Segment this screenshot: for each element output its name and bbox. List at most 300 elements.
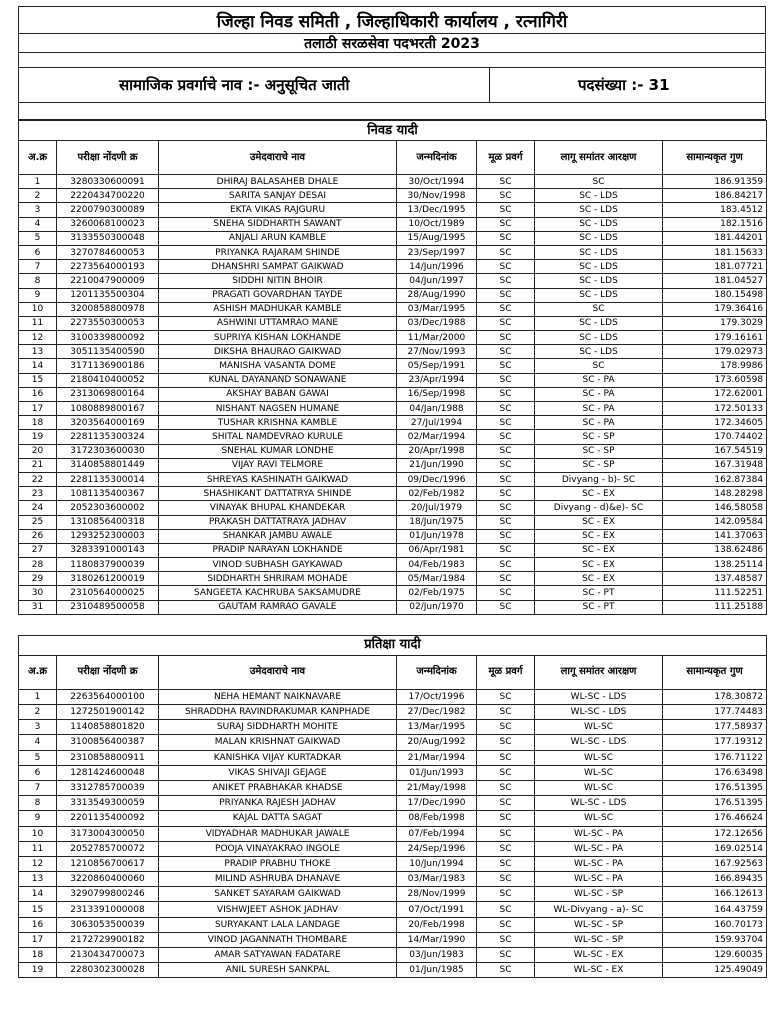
normalized-score-cell: 172.12656	[663, 826, 767, 841]
category-cell: SC	[477, 948, 535, 963]
birth-date-cell: 23/Sep/1997	[397, 245, 477, 259]
birth-date-cell: 03/Mar/1983	[397, 872, 477, 887]
table-row	[19, 963, 767, 978]
serial-cell: 13	[19, 345, 57, 359]
reservation-cell: SC - LDS	[535, 245, 663, 259]
reservation-cell: SC - LDS	[535, 345, 663, 359]
exam-reg-no-cell: 3220860400060	[57, 872, 159, 887]
normalized-score-cell: 138.25114	[663, 558, 767, 572]
category-cell: SC	[477, 203, 535, 217]
exam-reg-no-cell: 2281135300324	[57, 430, 159, 444]
birth-date-cell: 03/Mar/1995	[397, 302, 477, 316]
reservation-cell: WL-SC - EX	[535, 948, 663, 963]
birth-date-cell: 21/Jun/1990	[397, 458, 477, 472]
category-cell: SC	[477, 689, 535, 704]
birth-date-cell: 07/Feb/1994	[397, 826, 477, 841]
exam-reg-no-cell: 2052303600002	[57, 501, 159, 515]
category-cell: SC	[477, 902, 535, 917]
candidate-name-cell: SIDDHARTH SHRIRAM MOHADE	[159, 572, 397, 586]
birth-date-cell: 10/Oct/1989	[397, 217, 477, 231]
table-row	[19, 872, 767, 887]
table-row	[19, 841, 767, 856]
reservation-cell: SC - EX	[535, 515, 663, 529]
category-cell: SC	[477, 841, 535, 856]
serial-cell: 18	[19, 416, 57, 430]
table-row	[19, 826, 767, 841]
category-cell: SC	[477, 515, 535, 529]
exam-reg-no-cell: 3312785700039	[57, 780, 159, 795]
table-row	[19, 902, 767, 917]
table-row	[19, 331, 767, 345]
normalized-score-cell: 180.15498	[663, 288, 767, 302]
category-cell: SC	[477, 720, 535, 735]
category-cell: SC	[477, 345, 535, 359]
category-cell: SC	[477, 600, 535, 614]
category-cell: SC	[477, 780, 535, 795]
serial-cell: 24	[19, 501, 57, 515]
exam-reg-no-cell: 1201135500304	[57, 288, 159, 302]
category-cell: SC	[477, 373, 535, 387]
category-cell: SC	[477, 444, 535, 458]
table-row	[19, 720, 767, 735]
birth-date-header: जन्मदिनांक	[397, 141, 477, 175]
serial-cell: 9	[19, 811, 57, 826]
exam-reg-no-cell: 2172729900182	[57, 932, 159, 947]
serial-cell: 31	[19, 600, 57, 614]
serial-cell: 27	[19, 543, 57, 557]
exam-reg-no-cell: 1080889800167	[57, 402, 159, 416]
normalized-score-cell: 173.60598	[663, 373, 767, 387]
table-row	[19, 217, 767, 231]
reservation-cell: SC - PA	[535, 373, 663, 387]
reservation-cell: SC - LDS	[535, 189, 663, 203]
normalized-score-cell: 167.92563	[663, 856, 767, 871]
exam-reg-no-cell: 2273550300053	[57, 316, 159, 330]
table-row	[19, 231, 767, 245]
waiting-list-title: प्रतिक्षा यादी	[19, 635, 767, 655]
reservation-cell: WL-SC - EX	[535, 963, 663, 978]
table-row	[19, 359, 767, 373]
normalized-score-cell: 183.4512	[663, 203, 767, 217]
birth-date-cell: 24/Sep/1996	[397, 841, 477, 856]
candidate-name-cell: VIDYADHAR MADHUKAR JAWALE	[159, 826, 397, 841]
reservation-cell: SC - SP	[535, 458, 663, 472]
birth-date-cell: 13/Mar/1995	[397, 720, 477, 735]
normalized-score-cell: 167.31948	[663, 458, 767, 472]
normalized-score-cell: 148.28298	[663, 487, 767, 501]
serial-cell: 25	[19, 515, 57, 529]
serial-cell: 19	[19, 430, 57, 444]
candidate-name-cell: PRADIP NARAYAN LOKHANDE	[159, 543, 397, 557]
candidate-name-cell: PRAKASH DATTATRAYA JADHAV	[159, 515, 397, 529]
normalized-score-cell: 111.25188	[663, 600, 767, 614]
exam-reg-no-cell: 2281135300014	[57, 472, 159, 486]
reservation-cell: Divyang - d)&e)- SC	[535, 501, 663, 515]
reservation-cell: SC - EX	[535, 487, 663, 501]
normalized-score-cell: 179.36416	[663, 302, 767, 316]
serial-cell: 5	[19, 750, 57, 765]
reservation-cell: SC - EX	[535, 529, 663, 543]
exam-reg-no-cell: 3203564000169	[57, 416, 159, 430]
candidate-name-cell: VIKAS SHIVAJI GEJAGE	[159, 765, 397, 780]
category-cell: SC	[477, 175, 535, 189]
birth-date-cell: 15/Aug/1995	[397, 231, 477, 245]
reservation-cell: WL-SC - SP	[535, 917, 663, 932]
normalized-score-cell: 141.37063	[663, 529, 767, 543]
selection-list-title: निवड यादी	[19, 121, 767, 141]
exam-reg-no-cell: 1272501900142	[57, 705, 159, 720]
table-row	[19, 175, 767, 189]
reservation-cell: SC - EX	[535, 558, 663, 572]
candidate-name-cell: NISHANT NAGSEN HUMANE	[159, 402, 397, 416]
candidate-name-cell: EKTA VIKAS RAJGURU	[159, 203, 397, 217]
birth-date-cell: 17/Oct/1996	[397, 689, 477, 704]
reservation-cell: Divyang - b)- SC	[535, 472, 663, 486]
candidate-name-cell: PRADIP PRABHU THOKE	[159, 856, 397, 871]
birth-date-cell: 17/Dec/1990	[397, 796, 477, 811]
candidate-name-cell: VINAYAK BHUPAL KHANDEKAR	[159, 501, 397, 515]
table-row	[19, 444, 767, 458]
reservation-cell: SC	[535, 175, 663, 189]
category-cell: SC	[477, 260, 535, 274]
exam-reg-no-cell: 3290799800246	[57, 887, 159, 902]
candidate-name-cell: SNEHA SIDDHARTH SAWANT	[159, 217, 397, 231]
exam-reg-no-cell: 3200858800978	[57, 302, 159, 316]
candidate-name-cell: POOJA VINAYAKRAO INGOLE	[159, 841, 397, 856]
exam-reg-no-cell: 2273564000193	[57, 260, 159, 274]
birth-date-cell: 02/Feb/1975	[397, 586, 477, 600]
table-row	[19, 274, 767, 288]
reservation-cell: WL-SC	[535, 811, 663, 826]
normalized-score-cell: 181.15633	[663, 245, 767, 259]
candidate-name-cell: SARITA SANJAY DESAI	[159, 189, 397, 203]
exam-reg-no-header: परीक्षा नोंदणी क्र	[57, 655, 159, 689]
serial-cell: 14	[19, 887, 57, 902]
serial-cell: 4	[19, 735, 57, 750]
birth-date-cell: 27/Dec/1982	[397, 705, 477, 720]
waiting-table	[18, 635, 767, 979]
birth-date-cell: 18/Jun/1975	[397, 515, 477, 529]
spacer-row	[19, 53, 765, 68]
reservation-cell: SC - PT	[535, 586, 663, 600]
birth-date-cell: 01/Jun/1993	[397, 765, 477, 780]
table-row	[19, 735, 767, 750]
exam-reg-no-cell: 2310489500058	[57, 600, 159, 614]
serial-cell: 15	[19, 373, 57, 387]
birth-date-cell: 01/Jun/1978	[397, 529, 477, 543]
reservation-cell: SC - LDS	[535, 260, 663, 274]
birth-date-cell: 06/Apr/1981	[397, 543, 477, 557]
spacer-row	[19, 103, 765, 119]
table-row	[19, 689, 767, 704]
serial-cell: 29	[19, 572, 57, 586]
reservation-cell: WL-SC - PA	[535, 826, 663, 841]
serial-cell: 6	[19, 765, 57, 780]
table-row	[19, 387, 767, 401]
candidate-name-cell: SURAJ SIDDHARTH MOHITE	[159, 720, 397, 735]
table-row	[19, 416, 767, 430]
table-row	[19, 373, 767, 387]
reservation-cell: SC	[535, 302, 663, 316]
table-row	[19, 515, 767, 529]
normalized-score-cell: 179.02973	[663, 345, 767, 359]
exam-reg-no-cell: 1180837900039	[57, 558, 159, 572]
table-row	[19, 917, 767, 932]
birth-date-cell: 14/Jun/1996	[397, 260, 477, 274]
waiting-body	[19, 689, 767, 978]
exam-reg-no-cell: 2201135400092	[57, 811, 159, 826]
table-row	[19, 765, 767, 780]
reservation-cell: WL-SC - LDS	[535, 689, 663, 704]
normalized-score-cell: 142.09584	[663, 515, 767, 529]
birth-date-cell: 02/Feb/1982	[397, 487, 477, 501]
serial-header: अ.क्र	[19, 655, 57, 689]
birth-date-cell: 20/Jul/1979	[397, 501, 477, 515]
table-row	[19, 750, 767, 765]
normalized-score-cell: 176.63498	[663, 765, 767, 780]
candidate-name-cell: MALAN KRISHNAT GAIKWAD	[159, 735, 397, 750]
normalized-score-cell: 169.02514	[663, 841, 767, 856]
exam-reg-no-cell: 1293252300003	[57, 529, 159, 543]
serial-cell: 26	[19, 529, 57, 543]
birth-date-cell: 27/Nov/1993	[397, 345, 477, 359]
candidate-name-cell: SIDDHI NITIN BHOIR	[159, 274, 397, 288]
birth-date-cell: 30/Nov/1998	[397, 189, 477, 203]
table-row	[19, 302, 767, 316]
category-cell: SC	[477, 586, 535, 600]
candidate-name-cell: MANISHA VASANTA DOME	[159, 359, 397, 373]
exam-reg-no-cell: 2313391000008	[57, 902, 159, 917]
serial-cell: 30	[19, 586, 57, 600]
recruitment-title: तलाठी सरळसेवा पदभरती 2023	[19, 34, 765, 53]
category-header: मूळ प्रवर्ग	[477, 141, 535, 175]
serial-cell: 17	[19, 932, 57, 947]
exam-reg-no-cell: 3270784600053	[57, 245, 159, 259]
normalized-score-cell: 176.51395	[663, 796, 767, 811]
reservation-cell: SC - LDS	[535, 316, 663, 330]
table-row	[19, 887, 767, 902]
normalized-score-cell: 125.49049	[663, 963, 767, 978]
normalized-score-cell: 176.51395	[663, 780, 767, 795]
category-cell: SC	[477, 932, 535, 947]
normalized-score-cell: 179.3029	[663, 316, 767, 330]
serial-cell: 6	[19, 245, 57, 259]
reservation-header: लागू समांतर आरक्षण	[535, 655, 663, 689]
candidate-name-cell: SHRADDHA RAVINDRAKUMAR KANPHADE	[159, 705, 397, 720]
category-cell: SC	[477, 189, 535, 203]
candidate-name-cell: PRAGATI GOVARDHAN TAYDE	[159, 288, 397, 302]
reservation-cell: SC - LDS	[535, 288, 663, 302]
category-row	[19, 68, 765, 103]
birth-date-cell: 04/Jun/1997	[397, 274, 477, 288]
serial-cell: 18	[19, 948, 57, 963]
exam-reg-no-cell: 2310858800911	[57, 750, 159, 765]
exam-reg-no-cell: 2180410400052	[57, 373, 159, 387]
birth-date-cell: 04/Jan/1988	[397, 402, 477, 416]
exam-reg-no-header: परीक्षा नोंदणी क्र	[57, 141, 159, 175]
table-row	[19, 203, 767, 217]
exam-reg-no-cell: 2280302300028	[57, 963, 159, 978]
normalized-score-cell: 172.62001	[663, 387, 767, 401]
normalized-score-cell: 176.71122	[663, 750, 767, 765]
category-cell: SC	[477, 359, 535, 373]
column-header-row	[19, 655, 767, 689]
candidate-name-cell: NEHA HEMANT NAIKNAVARE	[159, 689, 397, 704]
category-cell: SC	[477, 917, 535, 932]
reservation-cell: SC - LDS	[535, 217, 663, 231]
candidate-name-cell: DIKSHA BHAURAO GAIKWAD	[159, 345, 397, 359]
birth-date-cell: 05/Sep/1991	[397, 359, 477, 373]
normalized-score-header: सामान्यकृत गुण	[663, 141, 767, 175]
selection-body	[19, 175, 767, 615]
table-row	[19, 811, 767, 826]
category-cell: SC	[477, 963, 535, 978]
candidate-name-cell: AMAR SATYAWAN FADATARE	[159, 948, 397, 963]
serial-cell: 28	[19, 558, 57, 572]
normalized-score-cell: 138.62486	[663, 543, 767, 557]
serial-cell: 3	[19, 203, 57, 217]
reservation-cell: SC - EX	[535, 572, 663, 586]
serial-cell: 15	[19, 902, 57, 917]
reservation-cell: SC - SP	[535, 430, 663, 444]
birth-date-cell: 14/Mar/1990	[397, 932, 477, 947]
normalized-score-cell: 170.74402	[663, 430, 767, 444]
table-row	[19, 472, 767, 486]
reservation-cell: WL-SC - PA	[535, 841, 663, 856]
exam-reg-no-cell: 3313549300059	[57, 796, 159, 811]
table-row	[19, 705, 767, 720]
reservation-cell: SC - LDS	[535, 203, 663, 217]
birth-date-cell: 20/Aug/1992	[397, 735, 477, 750]
exam-reg-no-cell: 2313069800164	[57, 387, 159, 401]
exam-reg-no-cell: 1140858801820	[57, 720, 159, 735]
reservation-cell: WL-SC - SP	[535, 932, 663, 947]
reservation-cell: SC - EX	[535, 543, 663, 557]
serial-cell: 17	[19, 402, 57, 416]
category-cell: SC	[477, 765, 535, 780]
exam-reg-no-cell: 2310564000025	[57, 586, 159, 600]
normalized-score-cell: 177.19312	[663, 735, 767, 750]
reservation-cell: SC - PT	[535, 600, 663, 614]
reservation-cell: WL-SC	[535, 765, 663, 780]
serial-cell: 10	[19, 826, 57, 841]
serial-cell: 3	[19, 720, 57, 735]
normalized-score-cell: 181.07721	[663, 260, 767, 274]
birth-date-cell: 10/Jun/1994	[397, 856, 477, 871]
category-cell: SC	[477, 735, 535, 750]
serial-cell: 16	[19, 387, 57, 401]
normalized-score-cell: 166.89435	[663, 872, 767, 887]
exam-reg-no-cell: 2263564000100	[57, 689, 159, 704]
table-row	[19, 402, 767, 416]
table-row	[19, 288, 767, 302]
table-row	[19, 316, 767, 330]
candidate-name-cell: SANKET SAYARAM GAIKWAD	[159, 887, 397, 902]
birth-date-cell: 03/Dec/1988	[397, 316, 477, 330]
reservation-cell: SC - PA	[535, 416, 663, 430]
reservation-cell: SC - LDS	[535, 274, 663, 288]
normalized-score-cell: 176.46624	[663, 811, 767, 826]
category-cell: SC	[477, 245, 535, 259]
category-cell: SC	[477, 302, 535, 316]
category-cell: SC	[477, 402, 535, 416]
candidate-name-cell: SHANKAR JAMBU AWALE	[159, 529, 397, 543]
normalized-score-cell: 181.04527	[663, 274, 767, 288]
reservation-cell: WL-SC - PA	[535, 856, 663, 871]
serial-cell: 4	[19, 217, 57, 231]
serial-cell: 14	[19, 359, 57, 373]
birth-date-cell: 02/Jun/1970	[397, 600, 477, 614]
candidate-name-cell: MILIND ASHRUBA DHANAVE	[159, 872, 397, 887]
candidate-name-cell: PRIYANKA RAJESH JADHAV	[159, 796, 397, 811]
birth-date-cell: 08/Feb/1998	[397, 811, 477, 826]
exam-reg-no-cell: 2052785700072	[57, 841, 159, 856]
exam-reg-no-cell: 3133550300048	[57, 231, 159, 245]
table-row	[19, 586, 767, 600]
serial-cell: 7	[19, 260, 57, 274]
section-gap	[18, 615, 766, 635]
normalized-score-cell: 182.1516	[663, 217, 767, 231]
table-row	[19, 458, 767, 472]
birth-date-cell: 09/Dec/1996	[397, 472, 477, 486]
category-cell: SC	[477, 705, 535, 720]
normalized-score-cell: 177.74483	[663, 705, 767, 720]
normalized-score-cell: 172.34605	[663, 416, 767, 430]
table-row	[19, 572, 767, 586]
reservation-cell: WL-SC - LDS	[535, 796, 663, 811]
candidate-name-cell: ASHWINI UTTAMRAO MANE	[159, 316, 397, 330]
birth-date-cell: 13/Dec/1995	[397, 203, 477, 217]
candidate-name-cell: TUSHAR KRISHNA KAMBLE	[159, 416, 397, 430]
birth-date-cell: 02/Mar/1994	[397, 430, 477, 444]
serial-cell: 8	[19, 274, 57, 288]
reservation-cell: SC - SP	[535, 444, 663, 458]
normalized-score-cell: 179.16161	[663, 331, 767, 345]
normalized-score-cell: 137.48587	[663, 572, 767, 586]
reservation-cell: WL-SC - PA	[535, 872, 663, 887]
reservation-cell: WL-SC - SP	[535, 887, 663, 902]
category-cell: SC	[477, 316, 535, 330]
category-cell: SC	[477, 796, 535, 811]
candidate-name-cell: SUPRIYA KISHAN LOKHANDE	[159, 331, 397, 345]
exam-reg-no-cell: 1210856700617	[57, 856, 159, 871]
serial-cell: 11	[19, 316, 57, 330]
category-cell: SC	[477, 430, 535, 444]
normalized-score-cell: 186.91359	[663, 175, 767, 189]
candidate-name-header: उमेदवाराचे नाव	[159, 655, 397, 689]
exam-reg-no-cell: 3100856400387	[57, 735, 159, 750]
serial-cell: 10	[19, 302, 57, 316]
reservation-cell: WL-SC	[535, 780, 663, 795]
serial-cell: 21	[19, 458, 57, 472]
normalized-score-cell: 129.60035	[663, 948, 767, 963]
category-cell: SC	[477, 558, 535, 572]
table-row	[19, 543, 767, 557]
exam-reg-no-cell: 3173004300050	[57, 826, 159, 841]
reservation-cell: SC - LDS	[535, 231, 663, 245]
exam-reg-no-cell: 2200790300089	[57, 203, 159, 217]
category-cell: SC	[477, 458, 535, 472]
category-cell: SC	[477, 288, 535, 302]
serial-cell: 19	[19, 963, 57, 978]
category-cell: SC	[477, 387, 535, 401]
table-row	[19, 558, 767, 572]
table-row	[19, 529, 767, 543]
category-cell: SC	[477, 750, 535, 765]
candidate-name-cell: DHANSHRI SAMPAT GAIKWAD	[159, 260, 397, 274]
table-row	[19, 345, 767, 359]
normalized-score-cell: 186.84217	[663, 189, 767, 203]
